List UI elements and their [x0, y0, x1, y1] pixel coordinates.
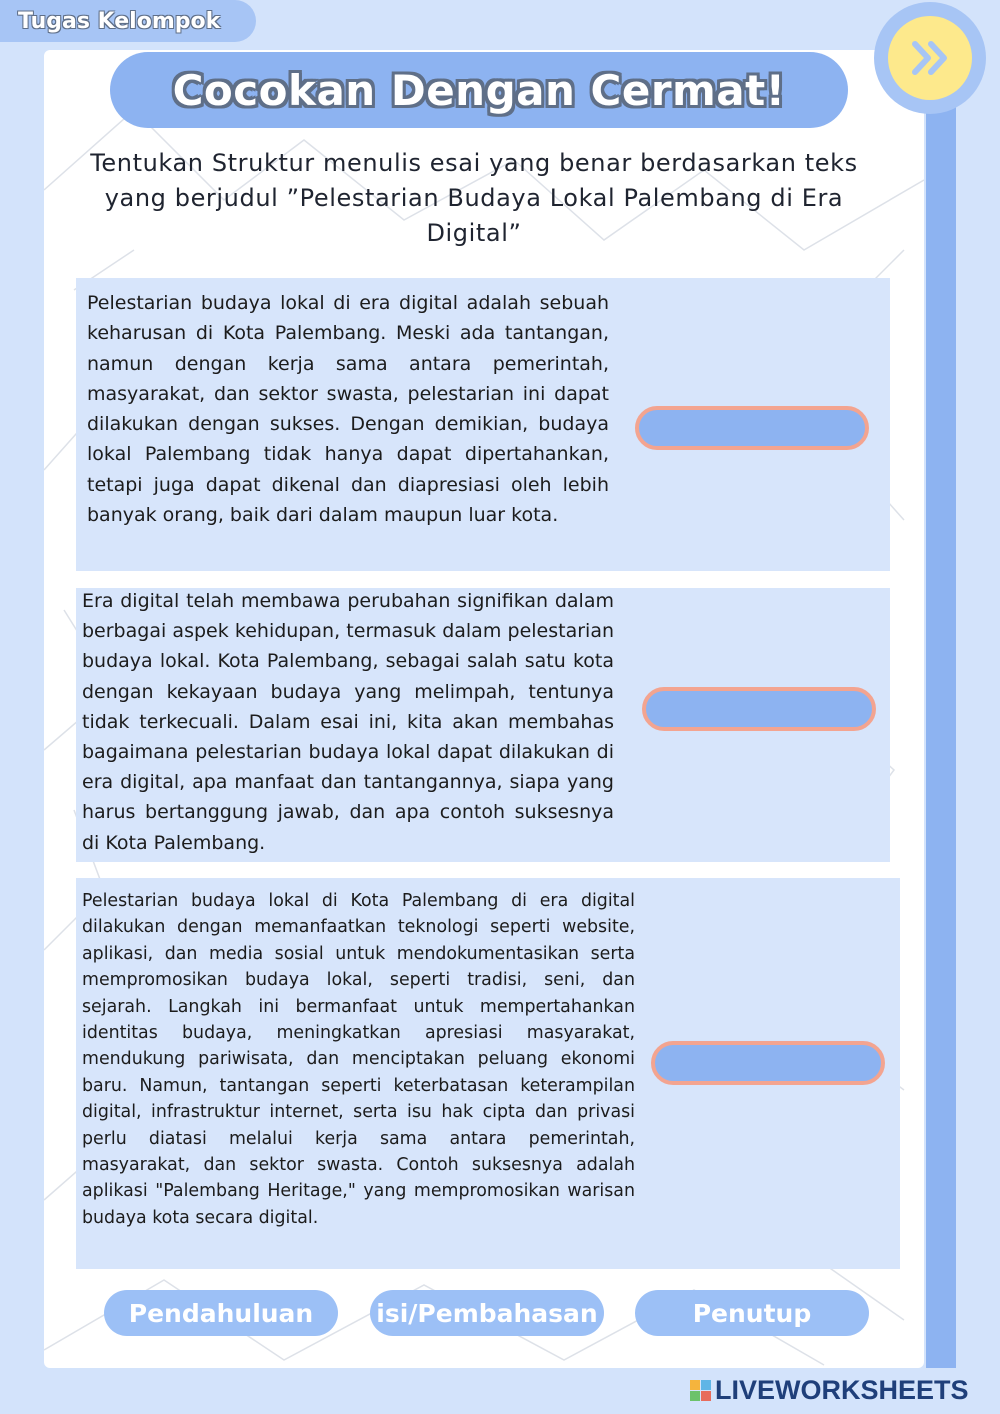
paragraph-text: Pelestarian budaya lokal di era digital adalah sebuah keharusan di Kota Palembang. Meski ada tantangan, namun dengan kerja sama antara pemerintah, masyarakat, dan sektor swasta, pelestarian ini dapat dilakukan dengan sukses. Dengan demikian, budaya lokal Palembang tidak hanya dapat dipertahankan, tetapi juga dapat dikenal dan diapresiasi oleh lebih banyak orang, baik dari dalam maupun luar kota.	[87, 292, 609, 527]
option-isi-pembahasan[interactable]: isi/Pembahasan	[370, 1290, 604, 1336]
side-decoration-bar	[926, 60, 956, 1368]
answer-drop-slot-2[interactable]	[642, 687, 876, 731]
liveworksheets-brand	[690, 1374, 969, 1406]
paragraph-text: Pelestarian budaya lokal di Kota Palembang di era digital dilakukan dengan memanfaatkan teknologi seperti website, aplikasi, dan media sosial untuk mendokumentasikan serta mempromosikan budaya lokal, seperti tradisi, seni, dan sejarah. Langkah ini bermanfaat untuk mempertahankan identitas budaya, meningkatkan apresiasi masyarakat, mendukung pariwisata, dan menciptakan peluang ekonomi baru. Namun, tantangan seperti keterbatasan keterampilan digital, infrastruktur internet, serta isu hak cipta dan privasi perlu diatasi melalui kerja sama antara pemerintah, masyarakat, dan sektor swasta. Contoh suksesnya adalah aplikasi "Palembang Heritage," yang mempromosikan warisan budaya kota secara digital.	[82, 891, 635, 1228]
group-task-label: Tugas Kelompok	[18, 8, 221, 34]
group-task-badge	[0, 0, 256, 42]
option-penutup[interactable]: Penutup	[635, 1290, 869, 1336]
brand-name: LIVEWORKSHEETS	[715, 1374, 969, 1405]
next-button-face	[888, 16, 972, 100]
next-button[interactable]	[874, 2, 986, 114]
title-banner	[110, 52, 848, 128]
option-pendahuluan[interactable]: Pendahuluan	[104, 1290, 338, 1336]
page-title: Cocokan Dengan Cermat!	[172, 65, 786, 115]
instructions-text: Tentukan Struktur menulis esai yang benar berdasarkan teks yang berjudul ”Pelestarian Budaya Lokal Palembang di Era Digital”	[90, 149, 858, 247]
paragraph-text: Era digital telah membawa perubahan signifikan dalam berbagai aspek kehidupan, termasuk dalam pelestarian budaya lokal. Kota Palembang, sebagai salah satu kota dengan kekayaan budaya yang melimpah, tentunya tidak terkecuali. Dalam esai ini, kita akan membahas bagaimana pelestarian budaya lokal dapat dilakukan di era digital, apa manfaat dan tantangannya, siapa yang harus bertanggung jawab, dan apa contoh suksesnya di Kota Palembang.	[82, 590, 614, 854]
liveworksheets-logo-icon	[690, 1380, 711, 1401]
answer-drop-slot-3[interactable]	[651, 1041, 885, 1085]
double-chevron-right-icon	[907, 38, 953, 78]
answer-drop-slot-1[interactable]	[635, 406, 869, 450]
